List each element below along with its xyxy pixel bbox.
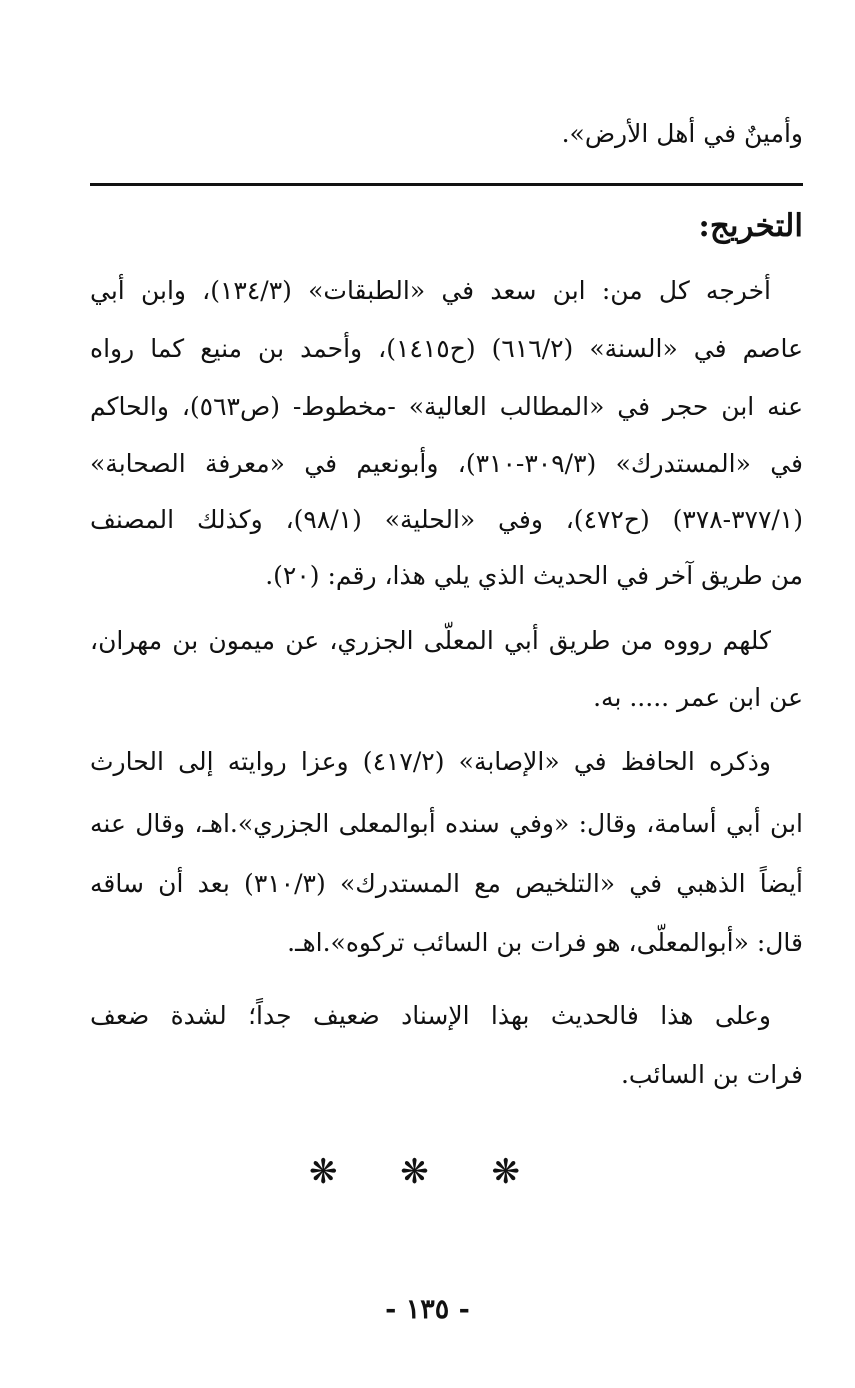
continuation-line: وأمينٌ في أهل الأرض». — [561, 119, 803, 148]
paragraph-1-line-1: أخرجه كل من: ابن سعد في «الطبقات» (١٣٤/٣)، وابن أبي — [90, 276, 771, 305]
paragraph-1-line-6: من طريق آخر في الحديث الذي يلي هذا، رقم: (٢٠). — [265, 561, 803, 590]
paragraph-4-line-1: وعلى هذا فالحديث بهذا الإسناد ضعيف جداً؛ لشدة ضعف — [90, 1001, 771, 1030]
paragraph-3-line-3: أيضاً الذهبي في «التلخيص مع المستدرك» (٣١٠/٣) بعد أن ساقه — [90, 869, 803, 898]
paragraph-1-line-2: عاصم في «السنة» (٦١٦/٢) (ح١٤١٥)، وأحمد بن منيع كما رواه — [90, 334, 803, 363]
footnote-divider — [90, 183, 803, 186]
page-number: - ١٣٥ - — [385, 1294, 470, 1325]
paragraph-3-line-4: قال: «أبوالمعلّى، هو فرات بن السائب تركوه».اهـ. — [287, 928, 803, 957]
paragraph-3-line-2: ابن أبي أسامة، وقال: «وفي سنده أبوالمعلى الجزري».اهـ، وقال عنه — [90, 809, 803, 838]
section-heading: التخريج: — [698, 208, 803, 244]
paragraph-1-line-5: (٣٧٧/١-٣٧٨) (ح٤٧٢)، وفي «الحلية» (٩٨/١)، وكذلك المصنف — [90, 505, 803, 534]
asterism-separator: ❋ ❋ ❋ — [308, 1152, 547, 1192]
paragraph-1-line-3: عنه ابن حجر في «المطالب العالية» -مخطوط- (ص٥٦٣)، والحاكم — [90, 392, 803, 421]
paragraph-4-line-2: فرات بن السائب. — [620, 1060, 803, 1089]
paragraph-3-line-1: وذكره الحافظ في «الإصابة» (٤١٧/٢) وعزا روايته إلى الحارث — [90, 747, 771, 776]
paragraph-2-line-1: كلهم رووه من طريق أبي المعلّى الجزري، عن ميمون بن مهران، — [90, 626, 771, 655]
paragraph-1-line-4: في «المستدرك» (٣٠٩/٣-٣١٠)، وأبونعيم في «معرفة الصحابة» — [90, 449, 803, 478]
paragraph-2-line-2: عن ابن عمر ..... به. — [593, 683, 803, 712]
